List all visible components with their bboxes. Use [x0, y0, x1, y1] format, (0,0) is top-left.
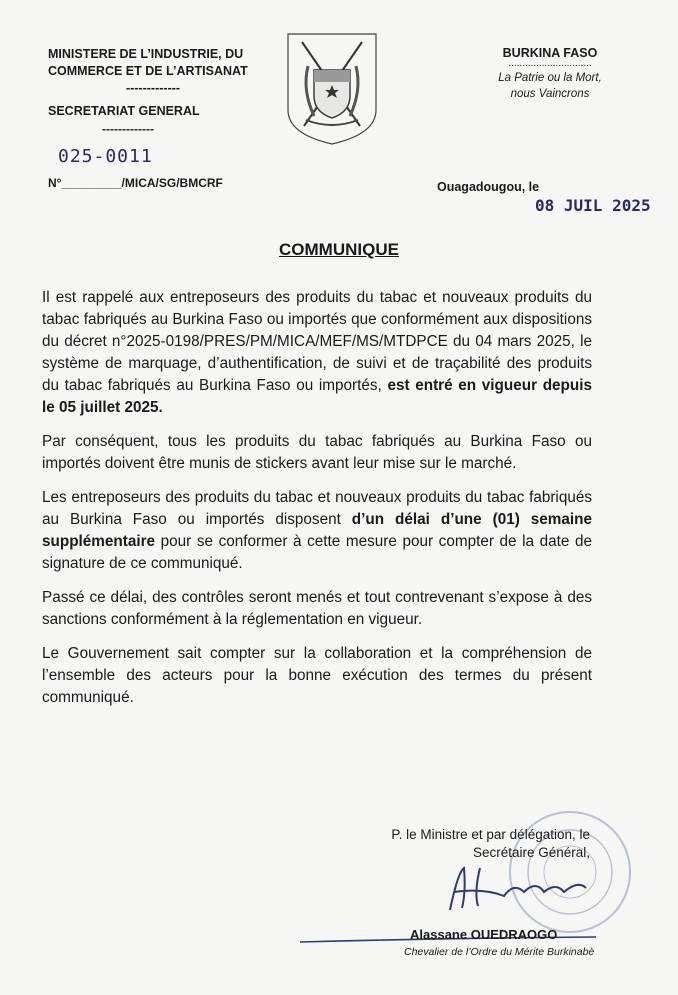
- document-title: COMMUNIQUE: [279, 240, 399, 259]
- paragraph-2: Par conséquent, tous les produits du tabac fabriqués au Burkina Faso ou importés doivent être munis de stickers avant leur mise sur le marché.: [42, 433, 592, 472]
- date-stamp: 08 JUIL 2025: [535, 196, 651, 215]
- country-header: [480, 46, 620, 101]
- signatory-honor: Chevalier de l’Ordre du Mérite Burkinabè: [404, 946, 595, 958]
- paragraph-3-emphasis: d’un délai d’une (01) semaine supplémentaire: [42, 511, 592, 550]
- registration-number-stamp: 025-0011: [58, 146, 153, 167]
- ministry-header: [48, 46, 258, 97]
- signature-caption: [372, 826, 590, 862]
- paragraph-1-text: Il est rappelé aux entreposeurs des produits du tabac et nouveaux produits du tabac fabriqués au Burkina Faso ou importés que conformément aux dispositions du décret n°2025-0198/PRES/PM/MICA/MEF/MS/MTDPCE du 04 mars 2025, le système de marquage, d’authentification, de suivi et de traçabilité des produits du tabac fabriqués au Burkina Faso ou importés,: [42, 289, 592, 394]
- signature-caption-line2: Secrétaire Général,: [472, 845, 590, 860]
- coat-of-arms-emblem: [284, 30, 380, 146]
- signature-caption-line1: P. le Ministre et par délégation, le: [391, 827, 590, 842]
- national-motto-line2: nous Vaincrons: [510, 88, 590, 100]
- paragraph-3-text-c: pour se conformer à cette mesure pour compter de la date de signature de ce communiqué.: [42, 533, 592, 572]
- country-divider: ..............................: [508, 58, 592, 69]
- paragraph-5: Le Gouvernement sait compter sur la collaboration et la compréhension de l’ensemble des acteurs pour la bonne exécution des termes du présent communiqué.: [42, 645, 592, 706]
- paragraph-3: [42, 487, 592, 575]
- handwritten-signature: [444, 862, 594, 914]
- paragraph-3-text-a: Les entreposeurs des produits du tabac et nouveaux produits du tabac fabriqués au Burkina Faso ou importés disposent: [42, 489, 592, 528]
- paragraph-4: Passé ce délai, des contrôles seront menés et tout contrevenant s’expose à des sanctions conformément à la réglementation en vigueur.: [42, 589, 592, 628]
- header-divider: -------------: [125, 81, 181, 95]
- country-name: BURKINA FASO: [502, 46, 598, 60]
- document-body: [42, 287, 592, 721]
- reference-number: N°_________/MICA/SG/BMCRF: [48, 176, 223, 190]
- national-motto-line1: La Patrie ou la Mort,: [498, 72, 602, 84]
- ministry-name-line2: COMMERCE ET DE L’ARTISANAT: [48, 64, 248, 78]
- signatory-name: Alassane OUEDRAOGO: [410, 927, 558, 942]
- secretariat-divider: -------------: [102, 122, 154, 136]
- ministry-name-line1: MINISTERE DE L’INDUSTRIE, DU: [48, 47, 244, 61]
- secretariat-label: SECRETARIAT GENERAL: [48, 104, 200, 118]
- place-of-issue: Ouagadougou, le: [437, 180, 540, 194]
- paragraph-1: [42, 287, 592, 419]
- paragraph-1-emphasis: est entré en vigueur depuis le 05 juillet 2025.: [42, 377, 593, 416]
